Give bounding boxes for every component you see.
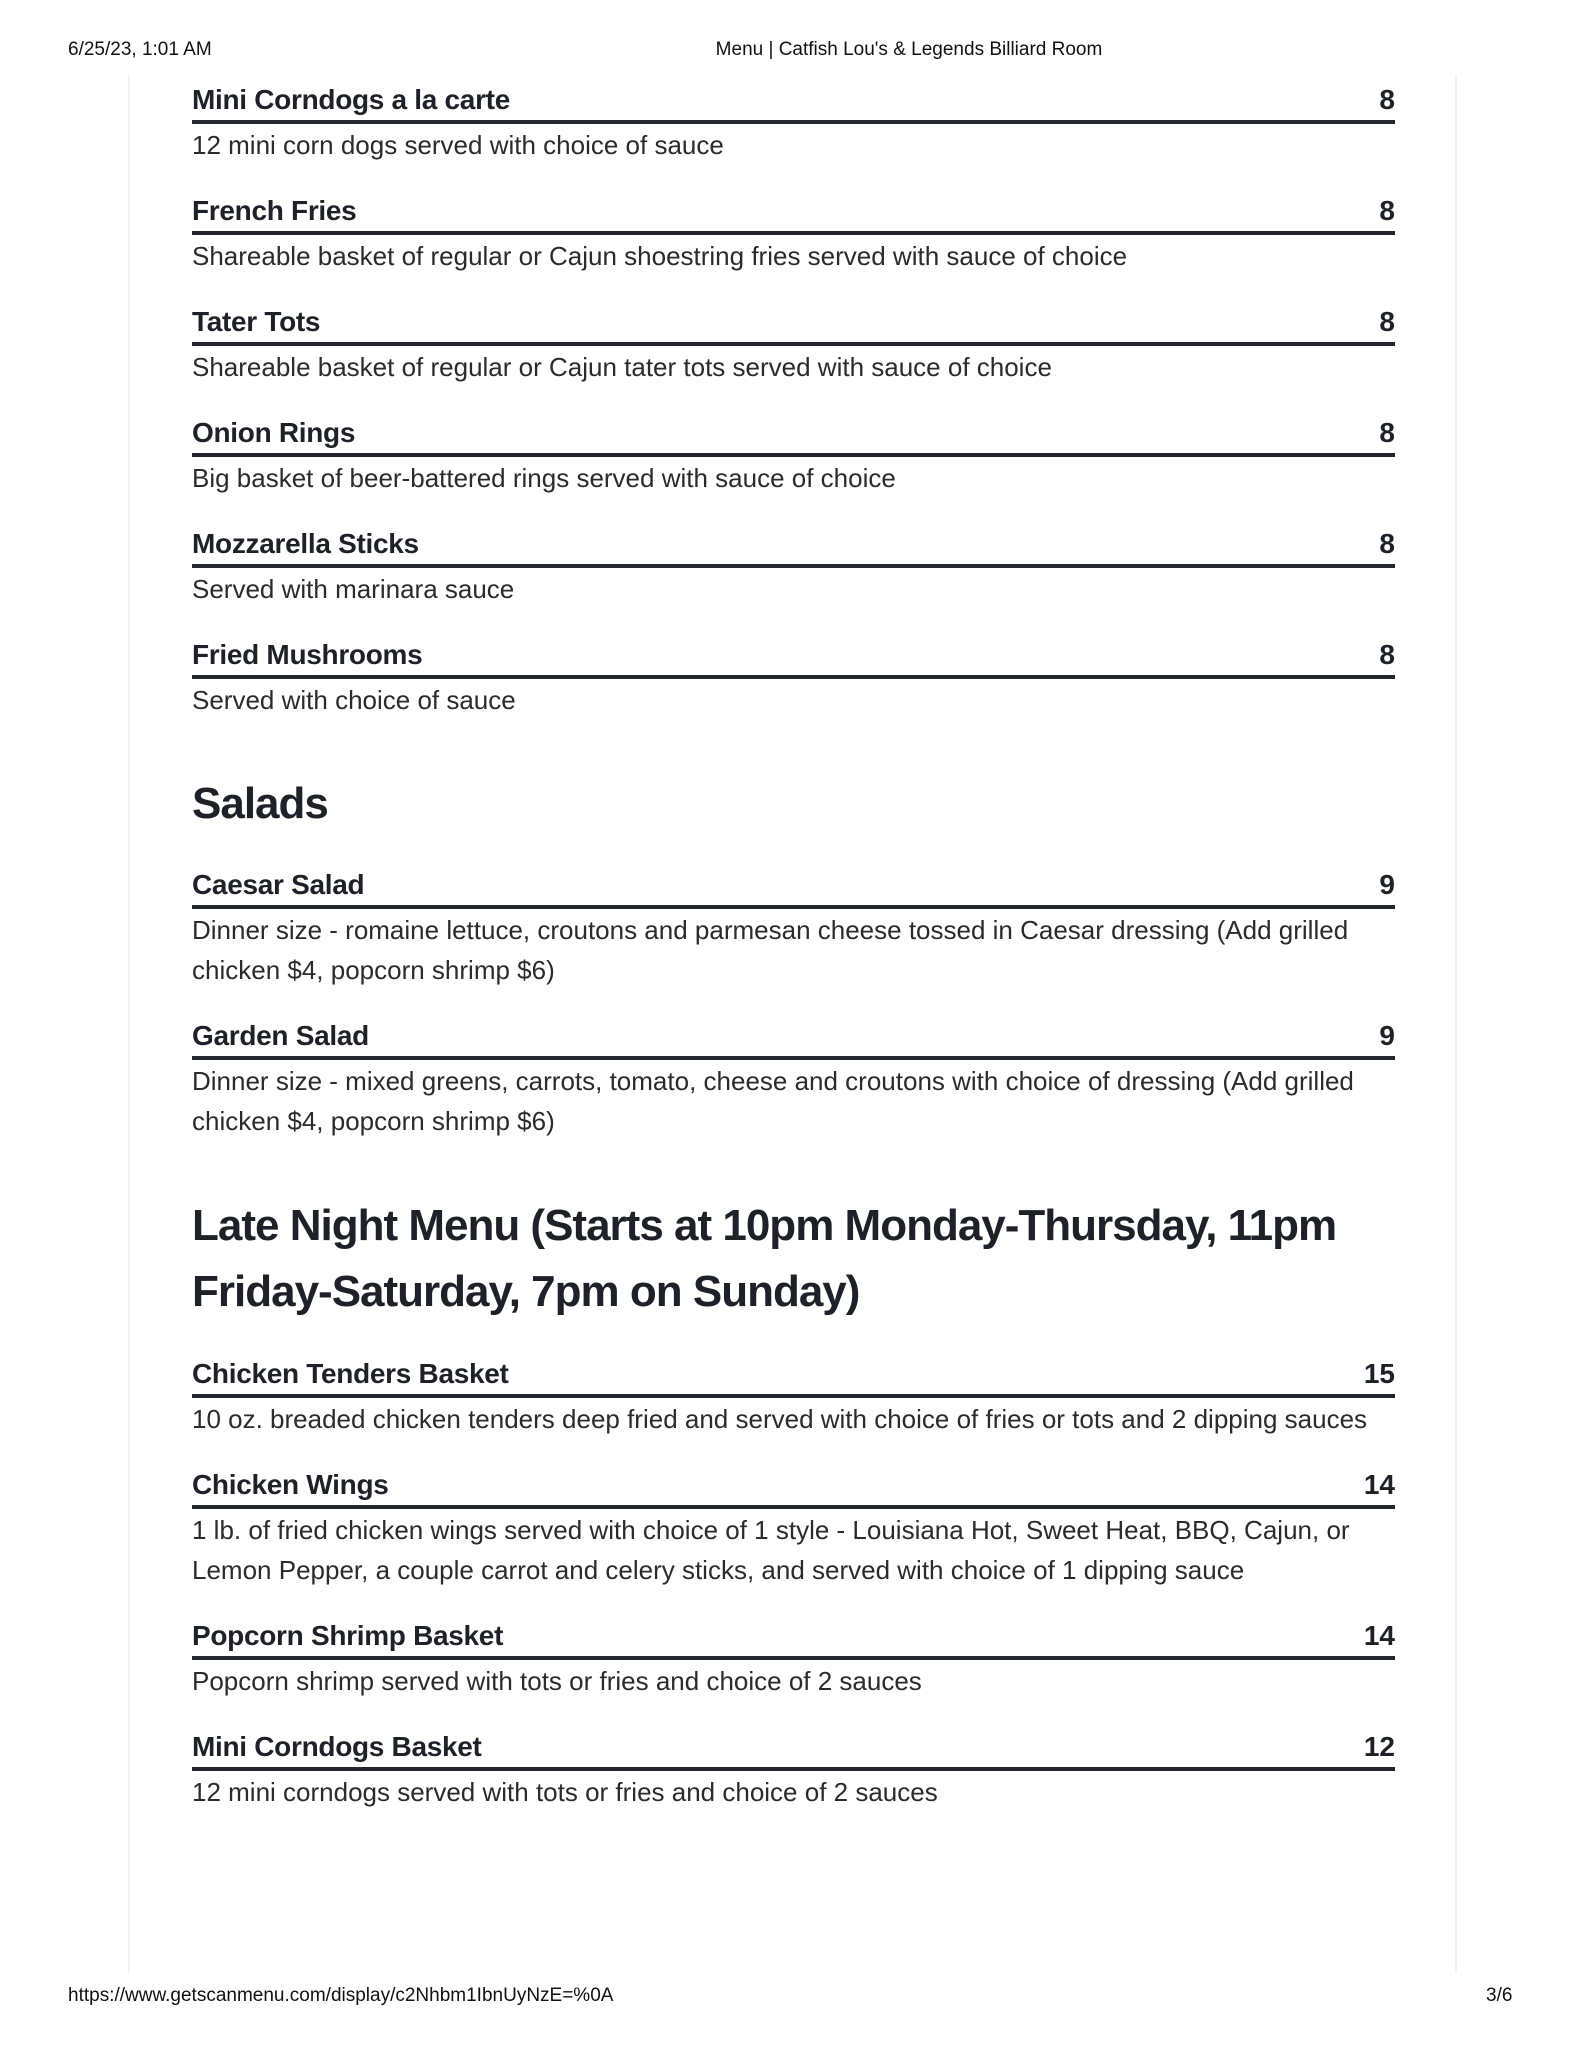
menu-section-late-night	[192, 1356, 1395, 1812]
menu-item-description: Served with choice of sauce	[192, 685, 516, 715]
menu-item-header	[192, 304, 1395, 346]
print-datetime: 6/25/23, 1:01 AM	[68, 39, 212, 60]
menu-item-price: 14	[1363, 1620, 1395, 1651]
section-title-salads: Salads	[192, 779, 328, 828]
print-page-title: Menu | Catfish Lou's & Legends Billiard Room	[715, 39, 1103, 60]
menu-item-header	[192, 193, 1395, 235]
menu-item-header	[192, 1356, 1395, 1398]
menu-item-name: French Fries	[192, 195, 357, 226]
menu-item-description: 10 oz. breaded chicken tenders deep fried and served with choice of fries or tots and 2 dipping sauces	[192, 1404, 1368, 1434]
menu-item-description: 12 mini corndogs served with tots or fries and choice of 2 sauces	[192, 1777, 938, 1807]
menu-item	[192, 304, 1395, 387]
menu-item-price: 15	[1363, 1358, 1395, 1389]
menu-item-description: Served with marinara sauce	[192, 574, 515, 604]
menu-item	[192, 415, 1395, 498]
menu-item-header	[192, 415, 1395, 457]
menu-item-name: Mini Corndogs Basket	[192, 1731, 482, 1762]
menu-item-description: 1 lb. of fried chicken wings served with choice of 1 style - Louisiana Hot, Sweet Heat, BBQ, Cajun, or Lemon Pepper, a couple carrot and celery sticks, and served with choice of 1 dipping sauce	[192, 1515, 1350, 1585]
menu-item-price: 8	[1379, 528, 1395, 559]
menu-item-name: Tater Tots	[192, 306, 321, 337]
menu-item-description: Dinner size - mixed greens, carrots, tomato, cheese and croutons with choice of dressing (Add grilled chicken $4, popcorn shrimp $6)	[192, 1066, 1354, 1136]
menu-item	[192, 1467, 1395, 1590]
menu-item	[192, 1618, 1395, 1701]
menu-item-header	[192, 82, 1395, 124]
menu-item	[192, 1356, 1395, 1439]
menu-item-name: Caesar Salad	[192, 869, 365, 900]
menu-item-name: Chicken Wings	[192, 1469, 389, 1500]
menu-item-description: 12 mini corn dogs served with choice of sauce	[192, 130, 724, 160]
section-title-late-night: Late Night Menu (Starts at 10pm Monday-Thursday, 11pm Friday-Saturday, 7pm on Sunday)	[192, 1201, 1337, 1316]
menu-item-name: Fried Mushrooms	[192, 639, 423, 670]
menu-item	[192, 867, 1395, 990]
menu-item-header	[192, 526, 1395, 568]
menu-item	[192, 82, 1395, 165]
menu-item-price: 9	[1379, 1020, 1395, 1051]
menu-item-header	[192, 867, 1395, 909]
menu-item-header	[192, 1018, 1395, 1060]
menu-item-name: Mini Corndogs a la carte	[192, 84, 510, 115]
menu-item-price: 8	[1379, 195, 1395, 226]
menu-item-name: Onion Rings	[192, 417, 356, 448]
print-page-number: 3/6	[1486, 1985, 1513, 2006]
menu-item-header	[192, 1729, 1395, 1771]
menu-item-header	[192, 1467, 1395, 1509]
menu-item-description: Big basket of beer-battered rings served with sauce of choice	[192, 463, 896, 493]
menu-item-name: Chicken Tenders Basket	[192, 1358, 509, 1389]
menu-item-description: Popcorn shrimp served with tots or fries and choice of 2 sauces	[192, 1666, 922, 1696]
menu-item-price: 14	[1363, 1469, 1395, 1500]
menu-item-name: Popcorn Shrimp Basket	[192, 1620, 504, 1651]
menu-section-sides	[192, 82, 1395, 720]
menu-item-price: 8	[1379, 306, 1395, 337]
menu-item-price: 12	[1363, 1731, 1395, 1762]
menu-item-name: Garden Salad	[192, 1020, 369, 1051]
menu-item-price: 9	[1379, 869, 1395, 900]
menu-item-description: Shareable basket of regular or Cajun shoestring fries served with sauce of choice	[192, 241, 1128, 271]
menu-item-name: Mozzarella Sticks	[192, 528, 419, 559]
menu-item-price: 8	[1379, 84, 1395, 115]
menu-item-description: Shareable basket of regular or Cajun tater tots served with sauce of choice	[192, 352, 1052, 382]
menu-item	[192, 1729, 1395, 1812]
menu-item-price: 8	[1379, 417, 1395, 448]
menu-item-header	[192, 1618, 1395, 1660]
menu-item	[192, 1018, 1395, 1141]
menu-section-salads	[192, 867, 1395, 1141]
menu-item	[192, 193, 1395, 276]
menu-content	[192, 82, 1395, 1840]
menu-item-description: Dinner size - romaine lettuce, croutons and parmesan cheese tossed in Caesar dressing (Add grilled chicken $4, popcorn shrimp $6)	[192, 915, 1349, 985]
print-url: https://www.getscanmenu.com/display/c2Nhbm1IbnUyNzE=%0A	[68, 1985, 614, 2006]
menu-item	[192, 637, 1395, 720]
menu-item-price: 8	[1379, 639, 1395, 670]
menu-item	[192, 526, 1395, 609]
menu-item-header	[192, 637, 1395, 679]
